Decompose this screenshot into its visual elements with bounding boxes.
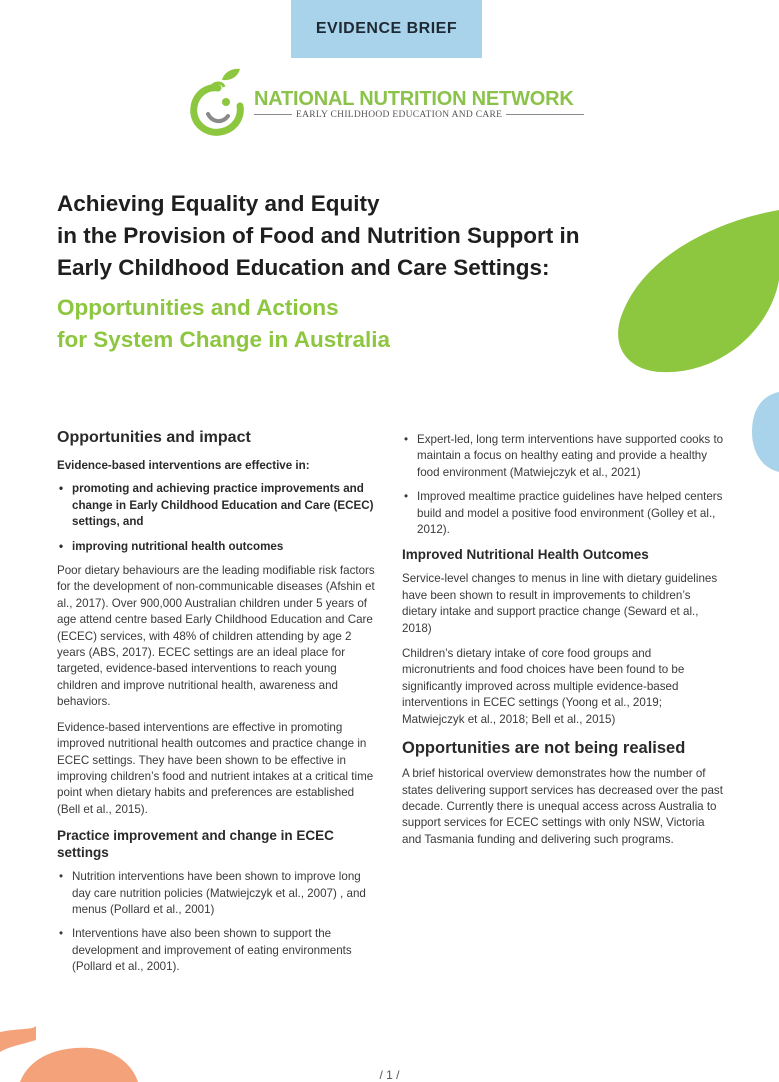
title-line: Achieving Equality and Equity bbox=[57, 191, 380, 216]
practice-list bbox=[57, 869, 377, 975]
logo bbox=[188, 66, 588, 136]
paragraph: Evidence-based interventions are effective in promoting improved nutritional health outcomes and practice change in ECEC settings. They have been shown to be effective in improving children’s food and nutrient intakes at a critical time point when dietary habits and preferences are established (Bell et al., 2015). bbox=[57, 720, 374, 816]
document-subtitle bbox=[57, 292, 557, 356]
list-item: • promoting and achieving practice improvements and change in Early Childhood Education and Care (ECEC) settings, and bbox=[57, 481, 377, 530]
subtitle-line: for System Change in Australia bbox=[57, 327, 390, 352]
logo-subtitle: EARLY CHILDHOOD EDUCATION AND CARE bbox=[292, 110, 506, 120]
paragraph: Children’s dietary intake of core food groups and micronutrients and food choices have been found to be significantly improved across multiple evidence-based interventions in ECEC settings (Yoong et al., 2019; Matwiejczyk et al., 2018; Bell et al., 2015) bbox=[402, 647, 685, 726]
list-item: • improving nutritional health outcomes bbox=[57, 539, 377, 555]
list-item: • Expert-led, long term interventions have supported cooks to maintain a focus on healthy eating and provide a healthy food environment (Matwiejczyk et al., 2021) bbox=[402, 432, 724, 481]
interventions-list bbox=[402, 432, 724, 538]
list-item: • Improved mealtime practice guidelines have helped centers build and model a positive food environment (Golley et al., 2012). bbox=[402, 489, 724, 538]
right-column bbox=[402, 432, 724, 857]
list-item: • Nutrition interventions have been shown to improve long day care nutrition policies (Matwiejczyk et al., 2007) , and menus (Pollard et al., 2001) bbox=[57, 869, 377, 918]
effective-list bbox=[57, 481, 377, 555]
evidence-brief-badge: EVIDENCE BRIEF bbox=[291, 0, 482, 58]
paragraph: A brief historical overview demonstrates how the number of states delivering support services has decreased over the past decade. Currently there is unequal access across Australia to support services for ECEC settings with only NSW, Victoria and Tasmania funding and delivering such programs. bbox=[402, 767, 723, 846]
paragraph: Service-level changes to menus in line with dietary guidelines have been shown to result in improvements to children’s dietary intake and support practice change (Seward et al., 2018) bbox=[402, 572, 718, 635]
page-number: / 1 / bbox=[379, 1068, 400, 1082]
list-item: • Interventions have also been shown to support the development and improvement of eating environments (Pollard et al., 2001). bbox=[57, 926, 377, 975]
left-column bbox=[57, 428, 377, 984]
practice-improvement-heading: Practice improvement and change in ECEC settings bbox=[57, 828, 334, 861]
lead-text: Evidence-based interventions are effective in: bbox=[57, 459, 310, 472]
blue-circle-shape bbox=[752, 392, 779, 472]
subtitle-line: Opportunities and Actions bbox=[57, 295, 339, 320]
logo-apple-icon bbox=[188, 66, 250, 136]
document-title bbox=[57, 188, 677, 284]
paragraph: Poor dietary behaviours are the leading modifiable risk factors for the development of non-communicable diseases (Afshin et al., 2017). Over 900,000 Australian children under 5 years of age attend centre based Early Childhood Education and Care (ECEC) services, with 48% of children attending by age 2 years (ABS, 2017). ECEC settings are an ideal place for targeted, evidence-based interventions to reach young children and improve nutritional health, awareness and behaviors. bbox=[57, 564, 375, 709]
not-realised-heading: Opportunities are not being realised bbox=[402, 739, 686, 758]
nutritional-outcomes-heading: Improved Nutritional Health Outcomes bbox=[402, 547, 649, 563]
title-line: in the Provision of Food and Nutrition Support in bbox=[57, 223, 580, 248]
logo-title: NATIONAL NUTRITION NETWORK bbox=[254, 88, 574, 110]
title-line: Early Childhood Education and Care Settings: bbox=[57, 255, 550, 280]
opportunities-heading: Opportunities and impact bbox=[57, 429, 251, 446]
